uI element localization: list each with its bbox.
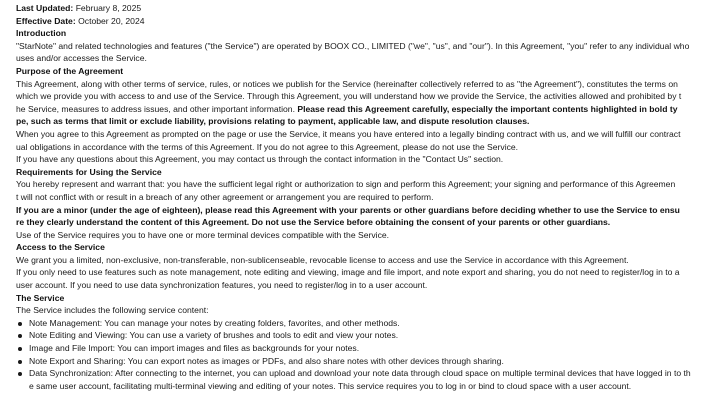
purpose-p2-line-2: ual obligations in accordance with the terms of this Agreement. If you do not agree to this Agreement, please do not use the Service. [16,141,519,152]
last-updated-value: February 8, 2025 [75,3,142,13]
requirements-p1-line-2: t will not conflict with or result in a breach of any other agreement or arrangement you are required to perform. [16,191,434,202]
introduction-heading: Introduction [16,28,67,39]
access-p2-line-1: If you only need to use features such as note management, note editing and viewing, image and file import, and note export and sharing, you do not need to register/log in to a [16,267,680,278]
service-intro: The Service includes the following service content: [16,305,209,316]
effective-date-value: October 20, 2024 [78,15,145,26]
list-item: Image and File Import: You can import images and files as backgrounds for your notes. [16,342,695,355]
list-item: Note Editing and Viewing: You can use a variety of brushes and tools to edit and view your notes. [16,329,695,342]
last-updated-label: Last Updated: [16,3,74,13]
sync-line-1: Data Synchronization: After connecting to the internet, you can upload and download your note data through cloud space on multiple terminal devices that have logged in to th [29,368,691,379]
purpose-p1-line-4: pe, such as terms that limit or exclude liability, provisions relating to payment, applicable law, and dispute resolution clauses. [16,116,530,127]
purpose-p3: If you have any questions about this Agreement, you may contact us through the contact information in the "Contact Us" section. [16,154,504,165]
requirements-p2: Use of the Service requires you to have one or more terminal devices compatible with the Service. [16,229,390,240]
requirements-heading: Requirements for Using the Service [16,166,162,177]
effective-date-line [16,15,695,28]
requirements-p1-line-1: You hereby represent and warrant that: you have the sufficient legal right or authorization to sign and perform this Agreement; your signing and performance of this Agreemen [16,179,676,190]
purpose-p1-line-2: which we provide you with access to and use of the Service. Through this Agreement, you will understand how we provide the Service, the activities allowed and prohibited by t [16,91,682,102]
introduction-text-line-1: "StarNote" and related technologies and features ("the Service") are operated by BOOX CO., LIMITED ("we", "us", and "our"). In this Agreement, "you" refer to any individual who [16,40,690,51]
requirements-minor-line-1: If you are a minor (under the age of eighteen), please read this Agreement with your parents or other guardians before deciding whether to use the Service to ensu [16,204,680,215]
purpose-p1-line-1: This Agreement, along with other terms of service, rules, or notices we publish for the Service (hereinafter collectively referred to as "the Agreement"), constitutes the terms on [16,78,678,89]
purpose-heading: Purpose of the Agreement [16,65,124,76]
requirements-minor-line-2: re they clearly understand the content of this Agreement. Do not use the Service before obtaining the consent of your parents or other guardians. [16,217,611,228]
purpose-p2-line-1: When you agree to this Agreement as prompted on the page or use the Service, it means you have entered into a legally binding contract with us, and we will fulfill our contract [16,128,681,139]
purpose-p1-line-3-bold: Please read this Agreement carefully, especially the important contents highlighted in bold ty [297,103,678,114]
last-updated-line [16,2,695,15]
introduction-text-line-2: uses and/or accesses the Service. [16,53,147,64]
access-heading: Access to the Service [16,242,105,253]
list-item: Note Management: You can manage your notes by creating folders, favorites, and other methods. [16,317,695,330]
access-p1: We grant you a limited, non-exclusive, non-transferable, non-sublicenseable, revocable license to access and use the Service in accordance with this Agreement. [16,254,629,265]
purpose-p1-line-3 [16,103,695,116]
sync-line-2: e same user account, facilitating multi-terminal viewing and editing of your notes. This service requires you to log in or bind to cloud space with a user account. [29,380,632,391]
service-heading: The Service [16,292,65,303]
access-p2-line-2: user account. If you need to use data synchronization features, you need to register/log in to a user account. [16,280,428,291]
effective-date-label: Effective Date: [16,15,76,26]
list-item-sync [16,367,695,392]
list-item: Note Export and Sharing: You can export notes as images or PDFs, and also share notes with other devices through sharing. [16,355,695,368]
purpose-p1-line-3-normal: he Service, measures to address issues, and other important information. [16,103,295,114]
service-list [16,317,695,393]
